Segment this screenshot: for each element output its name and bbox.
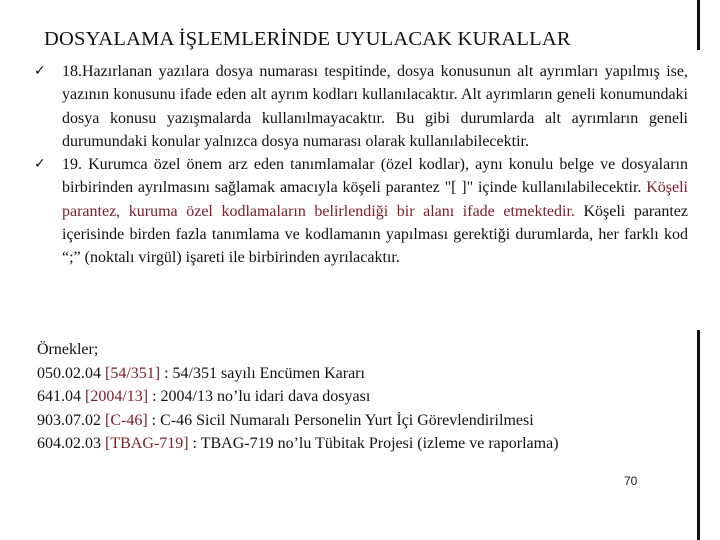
example-special-code: [TBAG-719]	[105, 435, 189, 452]
example-file-code: 903.07.02	[37, 411, 105, 429]
rule-text-19	[62, 153, 688, 269]
checkmark-icon: ✓	[34, 156, 46, 173]
example-special-code: [54/351]	[105, 364, 161, 382]
slide-title: DOSYALAMA İŞLEMLERİNDE UYULACAK KURALLAR	[44, 28, 571, 50]
example-special-code: [2004/13]	[85, 388, 149, 405]
right-border-line-top	[697, 0, 700, 50]
example-file-code: 050.02.04	[37, 364, 105, 382]
page-number: 70	[624, 474, 638, 488]
example-description: : 2004/13 no’lu idari dava dosyası	[148, 388, 371, 405]
checkmark-icon: ✓	[34, 63, 46, 79]
rule-text-19-highlight: Köşeli parantez, kuruma özel kodlamaların belirlendiği bir alanı ifade etmektedir.	[62, 179, 688, 220]
example-line	[37, 409, 697, 433]
rule-text-19-part2: Köşeli parantez içerisinde birden fazla tanımlama ve kodlamanın yapılması gerektiği durumlarda, her farklı kod “;” (noktalı virgül) işareti ile birbirinden ayrılacaktır.	[62, 202, 689, 267]
rule-item-19	[34, 153, 688, 269]
examples-heading: Örnekler;	[37, 341, 99, 358]
rule-item-18	[34, 60, 688, 153]
example-description: : 54/351 sayılı Encümen Kararı	[160, 364, 365, 382]
example-line	[37, 385, 697, 409]
examples-block	[37, 338, 697, 456]
example-line	[37, 362, 697, 386]
example-line	[37, 432, 697, 456]
rule-text-19-part1: 19. Kurumca özel önem arz eden tanımlamalar (özel kodlar), aynı konulu belge ve dosyaların birbirinden ayrılmasını sağlamak amacıyla köşeli parantez "[ ]" içinde kullanılabilecektir.	[62, 156, 688, 197]
right-border-line-bottom	[697, 330, 700, 540]
example-special-code: [C-46]	[105, 411, 148, 429]
example-description: : TBAG-719 no’lu Tübitak Projesi (izleme ve raporlama)	[188, 435, 559, 452]
example-file-code: 641.04	[37, 388, 85, 405]
example-file-code: 604.02.03	[37, 435, 105, 452]
example-description: : C-46 Sicil Numaralı Personelin Yurt İçi Görevlendirilmesi	[147, 411, 534, 429]
rule-text-18: 18.Hazırlanan yazılara dosya numarası tespitinde, dosya konusunun alt ayrımları yapılmış ise, yazının konusunu ifade eden alt ayrım kodları kullanılacaktır. Alt ayrımların geneli konumundaki dosya konusu yazışmalarda kullanılmayacaktır. Bu gibi durumlarda alt ayrımların geneli durumundaki konular yalnızca dosya numarası olarak kullanılabilecektir.	[62, 63, 688, 150]
rules-list	[34, 60, 688, 270]
